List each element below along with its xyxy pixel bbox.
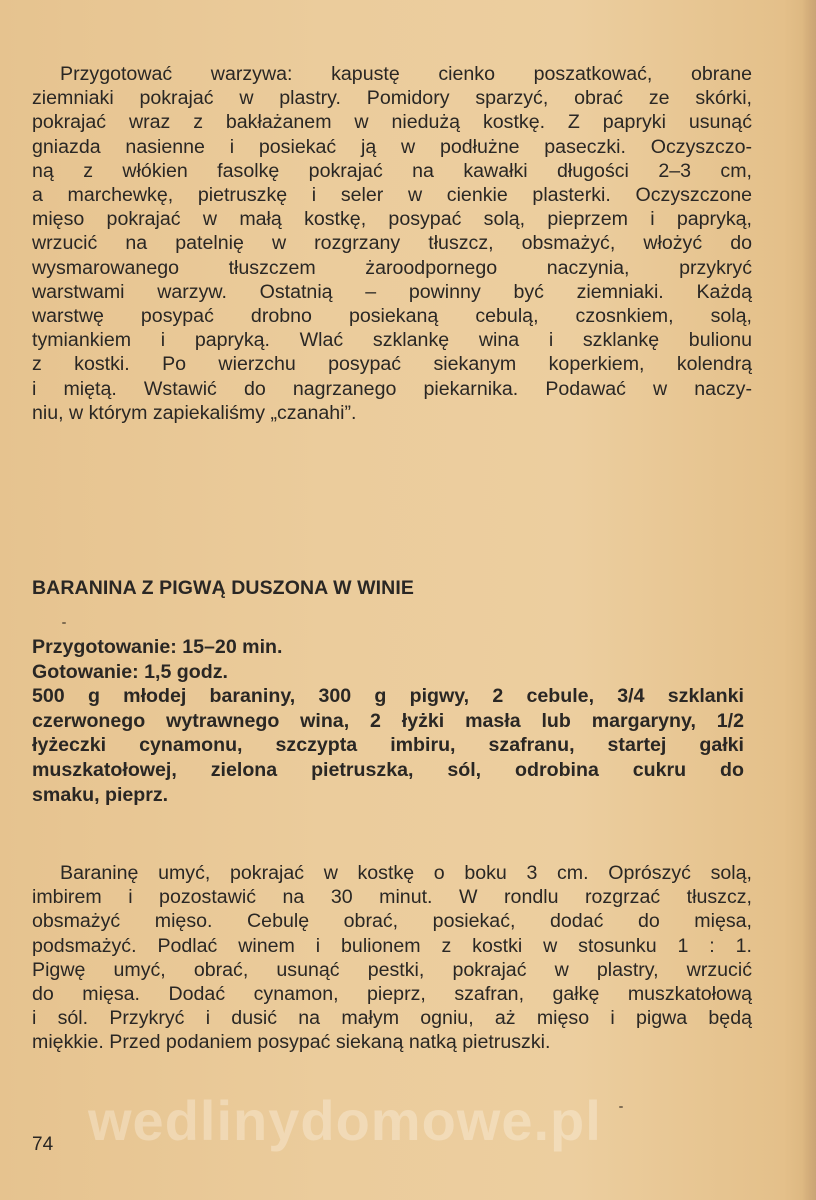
- text-line: wrzucić na patelnię w rozgrzany tłuszcz, obsmażyć, włożyć do: [32, 232, 752, 255]
- text-line: z kostki. Po wierzchu posypać siekanym koperkiem, kolendrą: [32, 353, 752, 376]
- ingredients-line: 500 g młodej baraniny, 300 g pigwy, 2 cebule, 3/4 szklanki: [32, 685, 744, 708]
- print-speck: [619, 1106, 623, 1108]
- print-speck: [62, 622, 66, 624]
- text-line: miękkie. Przed podaniem posypać siekaną natką pietruszki.: [32, 1031, 551, 1054]
- text-line: warstwę posypać drobno posiekaną cebulą, czosnkiem, solą,: [32, 305, 752, 328]
- cook-time: Gotowanie: 1,5 godz.: [32, 660, 228, 683]
- text-line: obsmażyć mięso. Cebulę obrać, posiekać, dodać do mięsa,: [32, 910, 752, 933]
- ingredients-line: łyżeczki cynamonu, szczypta imbiru, szafranu, startej gałki: [32, 734, 744, 757]
- recipe-title: BARANINA Z PIGWĄ DUSZONA W WINIE: [32, 577, 414, 599]
- method-paragraph: [32, 861, 752, 1055]
- recipe-info: [32, 635, 744, 807]
- text-line: a marchewkę, pietruszkę i seler w cienkie plasterki. Oczyszczone: [32, 184, 752, 207]
- text-line: ną z włókien fasolkę pokrajać na kawałki długości 2–3 cm,: [32, 159, 752, 182]
- text-line: Baraninę umyć, pokrajać w kostkę o boku 3 cm. Oprószyć solą,: [60, 862, 752, 884]
- intro-paragraph: [32, 62, 752, 425]
- text-line: i sól. Przykryć i dusić na małym ogniu, aż mięso i pigwa będą: [32, 1007, 752, 1030]
- text-line: imbirem i pozostawić na 30 minut. W rondlu rozgrzać tłuszcz,: [32, 886, 752, 909]
- watermark: wedlinydomowe.pl: [88, 1089, 602, 1152]
- page-edge-shadow: [802, 0, 816, 1200]
- text-line: podsmażyć. Podlać winem i bulionem z kostki w stosunku 1 : 1.: [32, 934, 752, 957]
- prep-time: Przygotowanie: 15–20 min.: [32, 636, 283, 658]
- text-line: mięso pokrajać w małą kostkę, posypać solą, pieprzem i papryką,: [32, 208, 752, 231]
- ingredients-line: czerwonego wytrawnego wina, 2 łyżki masła lub margaryny, 1/2: [32, 709, 744, 732]
- text-line: niu, w którym zapiekaliśmy „czanahi”.: [32, 401, 357, 424]
- text-line: do mięsa. Dodać cynamon, pieprz, szafran, gałkę muszkatołową: [32, 983, 752, 1006]
- text-line: tymiankiem i papryką. Wlać szklankę wina i szklankę bulionu: [32, 329, 752, 352]
- text-line: ziemniaki pokrajać w plastry. Pomidory sparzyć, obrać ze skórki,: [32, 87, 752, 110]
- text-line: Przygotować warzywa: kapustę cienko poszatkować, obrane: [60, 63, 752, 85]
- text-line: gniazda nasienne i posiekać ją w podłużne paseczki. Oczyszczo-: [32, 135, 752, 158]
- text-line: warstwami warzyw. Ostatnią – powinny być ziemniaki. Każdą: [32, 280, 752, 303]
- text-line: pokrajać wraz z bakłażanem w niedużą kostkę. Z papryki usunąć: [32, 111, 752, 134]
- text-line: wysmarowanego tłuszczem żaroodpornego naczynia, przykryć: [32, 256, 752, 279]
- text-line: i miętą. Wstawić do nagrzanego piekarnika. Podawać w naczy-: [32, 377, 752, 400]
- page-number: 74: [32, 1134, 54, 1155]
- ingredients-line: muszkatołowej, zielona pietruszka, sól, odrobina cukru do: [32, 758, 744, 781]
- ingredients-line: smaku, pieprz.: [32, 783, 169, 806]
- text-line: Pigwę umyć, obrać, usunąć pestki, pokrajać w plastry, wrzucić: [32, 958, 752, 981]
